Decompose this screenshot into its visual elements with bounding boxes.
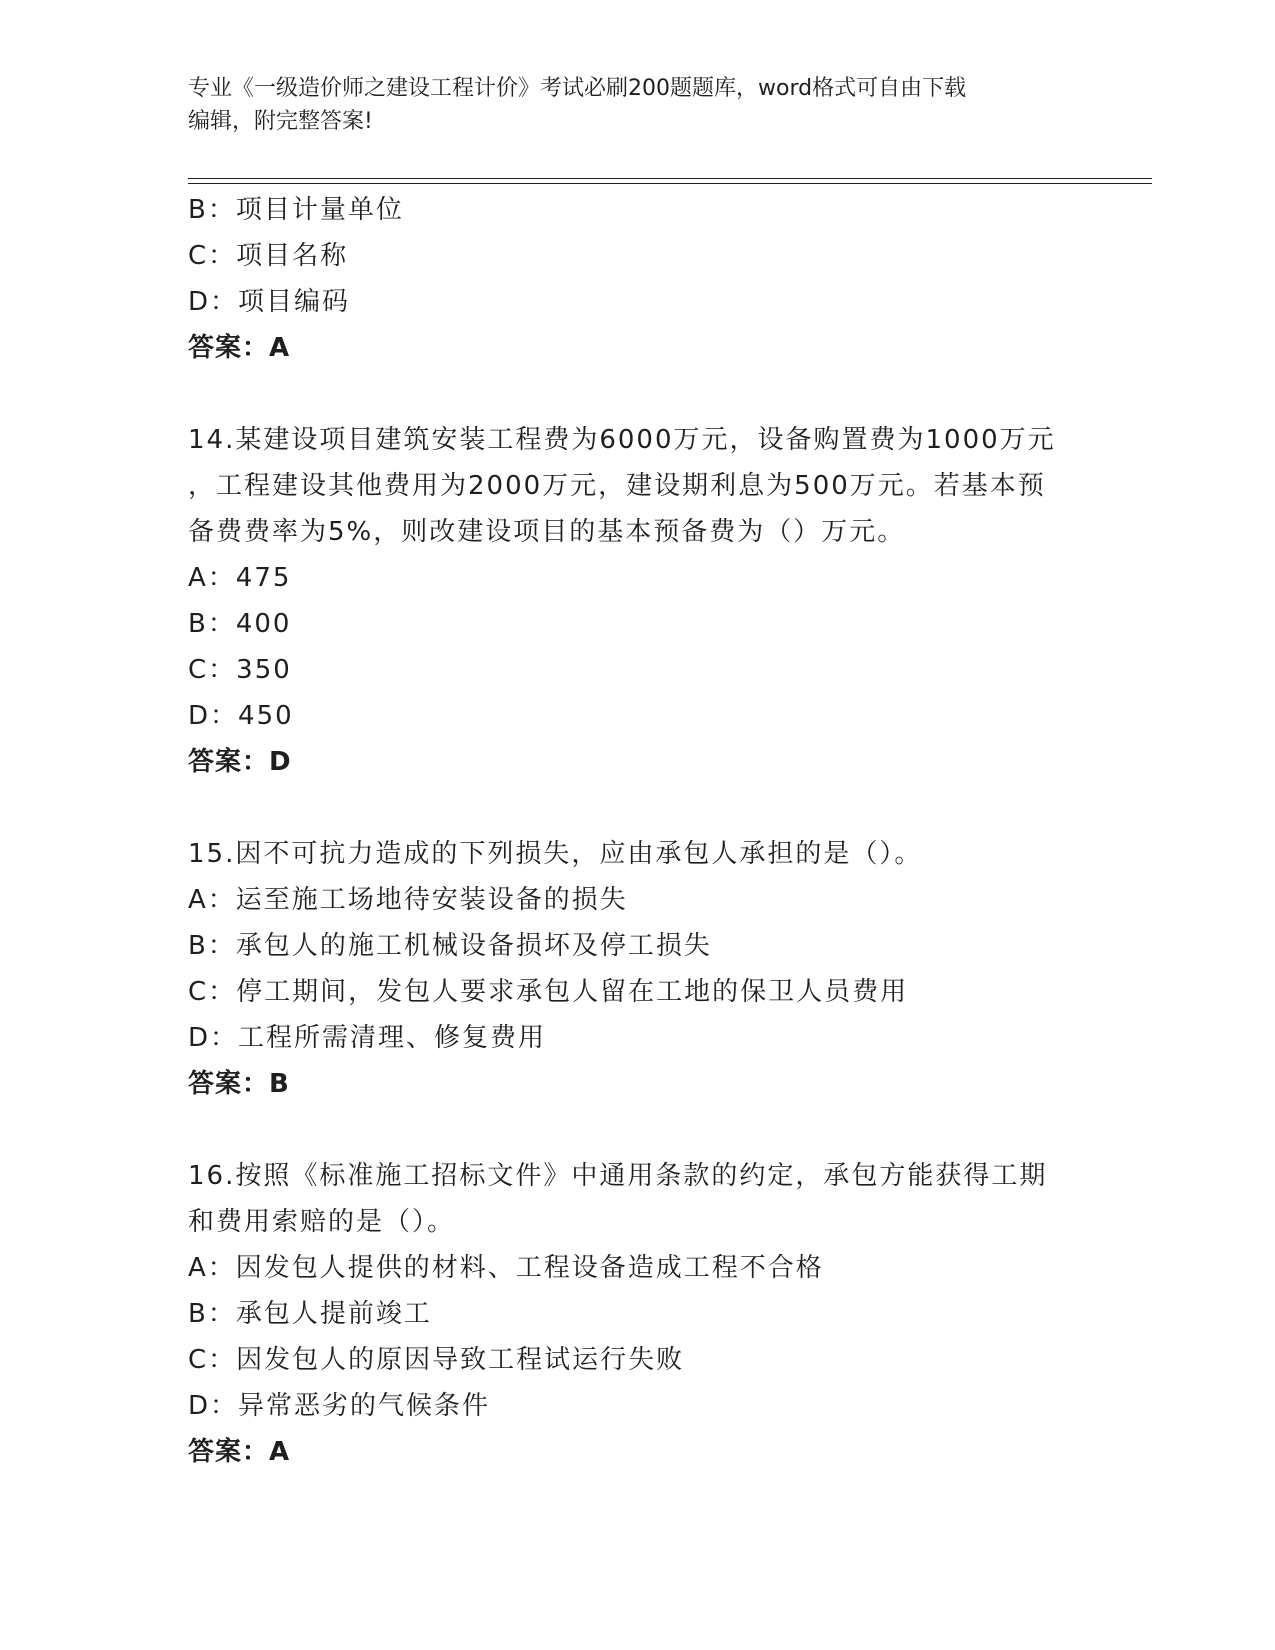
answer: 答案：D bbox=[188, 747, 292, 777]
option-d: D：450 bbox=[188, 701, 294, 731]
option-c: C：因发包人的原因导致工程试运行失败 bbox=[188, 1345, 685, 1375]
question-list bbox=[188, 187, 1088, 1475]
answer: 答案：A bbox=[188, 333, 291, 363]
option-d: D：项目编码 bbox=[188, 287, 351, 317]
option-c: C：项目名称 bbox=[188, 241, 349, 271]
option-b: B：项目计量单位 bbox=[188, 195, 404, 225]
question-line: 备费费率为5%，则改建设项目的基本预备费为（）万元。 bbox=[188, 517, 906, 547]
header-divider-top bbox=[188, 178, 1152, 179]
header-line-2: 编辑，附完整答案! bbox=[188, 109, 373, 134]
question-16 bbox=[188, 1153, 1088, 1475]
option-c: C：350 bbox=[188, 655, 292, 685]
option-b: B：承包人提前竣工 bbox=[188, 1299, 432, 1329]
spacer bbox=[188, 785, 1088, 831]
option-a: A：运至施工场地待安装设备的损失 bbox=[188, 885, 628, 915]
question-14 bbox=[188, 417, 1088, 785]
question-line: 16.按照《标准施工招标文件》中通用条款的约定，承包方能获得工期 bbox=[188, 1161, 1048, 1191]
option-a: A：475 bbox=[188, 563, 292, 593]
question-line: 和费用索赔的是（）。 bbox=[188, 1207, 456, 1237]
question-line: 15.因不可抗力造成的下列损失，应由承包人承担的是（）。 bbox=[188, 839, 923, 869]
spacer bbox=[188, 371, 1088, 417]
option-d: D：工程所需清理、修复费用 bbox=[188, 1023, 547, 1053]
option-b: B：承包人的施工机械设备损坏及停工损失 bbox=[188, 931, 712, 961]
spacer bbox=[188, 1107, 1088, 1153]
answer: 答案：A bbox=[188, 1437, 291, 1467]
question-text bbox=[188, 417, 1088, 555]
header-divider-bottom bbox=[188, 183, 1152, 184]
question-15 bbox=[188, 831, 1088, 1107]
document-header bbox=[188, 72, 1088, 138]
option-c: C：停工期间，发包人要求承包人留在工地的保卫人员费用 bbox=[188, 977, 909, 1007]
question-line: ，工程建设其他费用为2000万元，建设期利息为500万元。若基本预 bbox=[188, 471, 1046, 501]
question-13-tail bbox=[188, 187, 1088, 371]
option-d: D：异常恶劣的气候条件 bbox=[188, 1391, 491, 1421]
header-line-1: 专业《一级造价师之建设工程计价》考试必刷200题题库，word格式可自由下载 bbox=[188, 76, 967, 101]
answer: 答案：B bbox=[188, 1069, 290, 1099]
option-a: A：因发包人提供的材料、工程设备造成工程不合格 bbox=[188, 1253, 824, 1283]
question-line: 14.某建设项目建筑安装工程费为6000万元，设备购置费为1000万元 bbox=[188, 425, 1056, 455]
option-b: B：400 bbox=[188, 609, 292, 639]
